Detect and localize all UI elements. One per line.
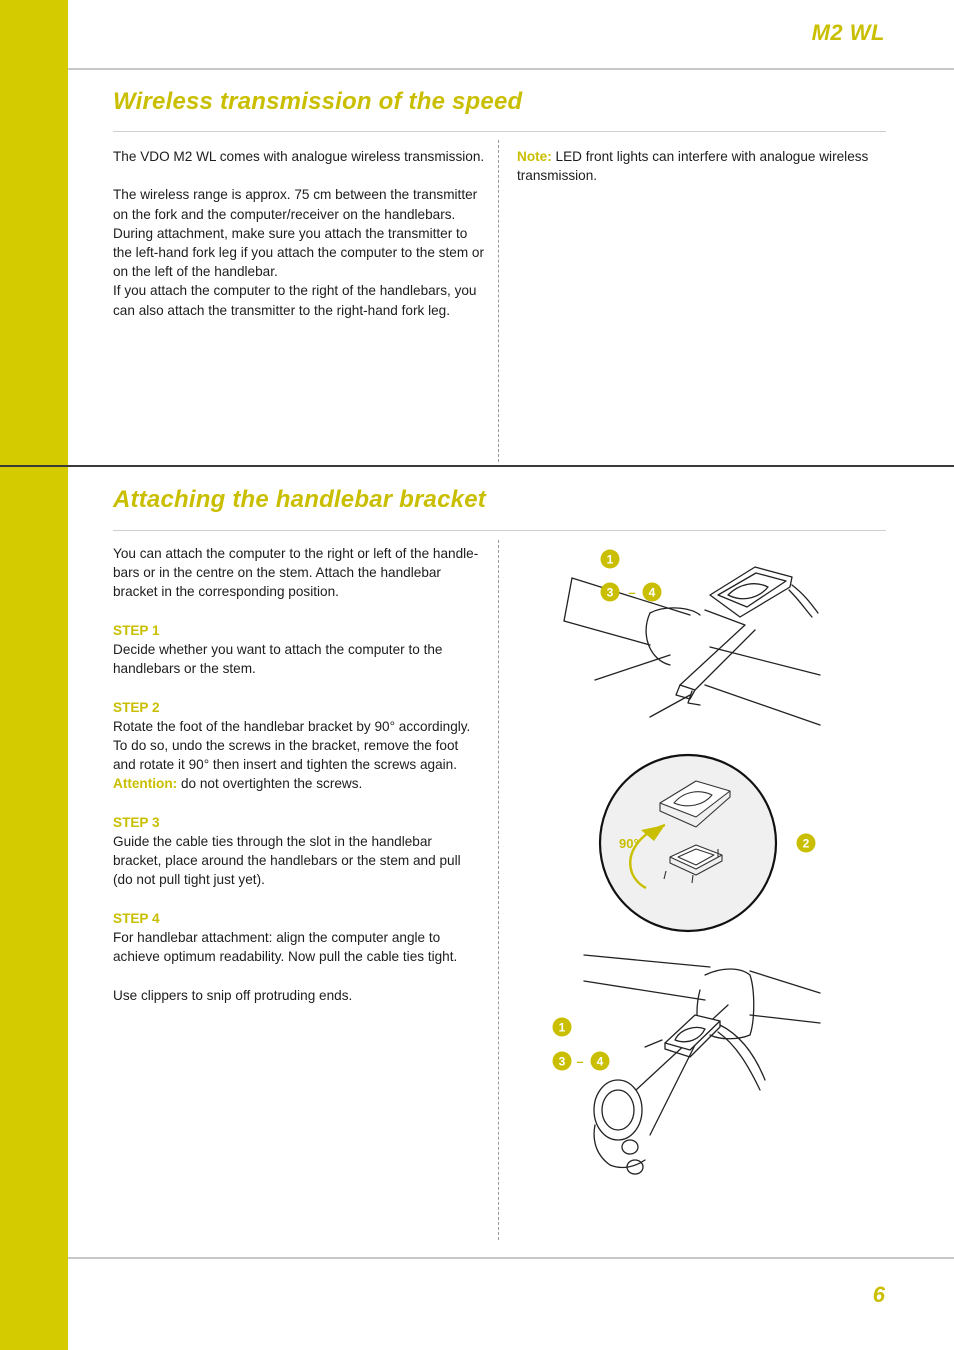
section-title-bracket: Attaching the handlebar bracket bbox=[113, 486, 486, 513]
step-1-label: STEP 1 bbox=[113, 622, 160, 638]
step-4-label: STEP 4 bbox=[113, 910, 160, 926]
header-divider bbox=[68, 68, 954, 70]
note-text: LED front lights can interfere with analogue wireless transmission. bbox=[517, 149, 869, 184]
badge-3-bottom bbox=[553, 1052, 572, 1071]
paragraph: The wireless range is approx. 75 cm between the transmitter on the fork and the computer/receiver on the handlebars. During attachment, make sure you attach the transmitter to the left-hand fork leg if you attach the computer to the stem or on the left of the handlebar. bbox=[113, 187, 485, 280]
svg-text:4: 4 bbox=[596, 1054, 604, 1069]
step-3 bbox=[113, 813, 483, 890]
paragraph: If you attach the computer to the right of the handlebars, you can also attach the transmitter to the right-hand fork leg. bbox=[113, 283, 477, 318]
note-label: Note: bbox=[517, 149, 552, 164]
closing-paragraph: Use clippers to snip off protruding ends. bbox=[113, 987, 353, 1003]
intro-paragraph: You can attach the computer to the right or left of the handle-bars or in the centre on the stem. Attach the handlebar bracket in the corresponding position. bbox=[113, 546, 479, 600]
step-1-text: Decide whether you want to attach the computer to the handlebars or the stem. bbox=[113, 642, 443, 677]
column-divider bbox=[498, 540, 499, 1240]
step-3-label: STEP 3 bbox=[113, 814, 160, 830]
product-title: M2 WL bbox=[811, 20, 885, 45]
step-3-text: Guide the cable ties through the slot in the handlebar bracket, place around the handlebars or the stem and pull (do not pull tight just yet). bbox=[113, 834, 461, 888]
svg-text:3: 3 bbox=[606, 585, 614, 600]
svg-text:4: 4 bbox=[648, 585, 656, 600]
svg-text:1: 1 bbox=[606, 552, 614, 567]
paragraph: The VDO M2 WL comes with analogue wireless transmission. bbox=[113, 149, 485, 164]
section-underline bbox=[113, 530, 886, 531]
badge-1-top bbox=[601, 550, 620, 569]
attention-label: Attention: bbox=[113, 776, 178, 792]
step-4-text: For handlebar attachment: align the computer angle to achieve optimum readability. Now pull the cable ties tight. bbox=[113, 930, 458, 965]
step-2-text: Rotate the foot of the handlebar bracket by 90° accordingly. To do so, undo the screws in the bracket, remove the foot and rotate it 90° then insert and tighten the screws again. bbox=[113, 718, 471, 773]
badge-4-top bbox=[643, 583, 662, 602]
stem-mount-illustration bbox=[584, 955, 820, 1174]
footer-divider bbox=[68, 1257, 954, 1259]
step-2-label: STEP 2 bbox=[113, 699, 160, 715]
angle-label: 90° bbox=[619, 836, 639, 851]
svg-text:1: 1 bbox=[558, 1020, 566, 1035]
wireless-left-column bbox=[113, 147, 485, 320]
step-4 bbox=[113, 909, 483, 967]
mounting-illustrations bbox=[500, 535, 954, 1235]
yellow-sidebar bbox=[0, 0, 68, 1350]
section-underline bbox=[113, 131, 886, 132]
badge-4-bottom bbox=[591, 1052, 610, 1071]
badge-2 bbox=[797, 834, 816, 853]
step-2 bbox=[113, 698, 483, 794]
rotation-detail-illustration bbox=[600, 755, 776, 931]
bracket-instructions bbox=[113, 544, 483, 1005]
wireless-note bbox=[517, 147, 887, 185]
column-divider bbox=[498, 140, 499, 462]
section-title-wireless: Wireless transmission of the speed bbox=[113, 88, 523, 115]
range-dash: – bbox=[576, 1054, 584, 1069]
attention-text: do not overtighten the screws. bbox=[177, 776, 363, 792]
badge-3-top bbox=[601, 583, 620, 602]
badge-1-bottom bbox=[553, 1018, 572, 1037]
section-divider bbox=[0, 465, 954, 467]
svg-text:3: 3 bbox=[558, 1054, 566, 1069]
step-1 bbox=[113, 621, 483, 679]
svg-text:2: 2 bbox=[802, 836, 810, 851]
range-dash: – bbox=[628, 585, 636, 600]
page-number: 6 bbox=[872, 1282, 885, 1307]
